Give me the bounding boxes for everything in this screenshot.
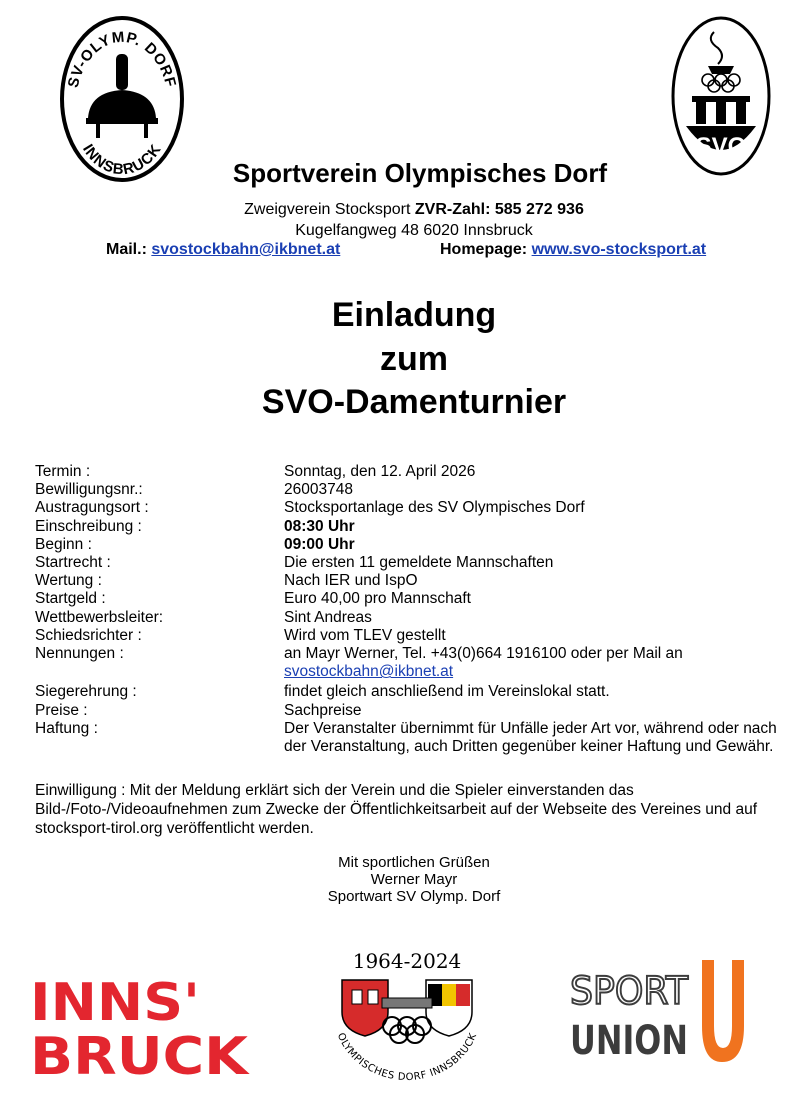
sport-union-logo	[568, 956, 748, 1068]
detail-value: Nach IER und IspO	[284, 572, 418, 590]
detail-row-termin	[35, 463, 780, 481]
detail-label: Haftung :	[35, 719, 98, 737]
mail-contact	[106, 241, 340, 259]
detail-value: Wird vom TLEV gestellt	[284, 626, 446, 644]
detail-value: Die ersten 11 gemeldete Mannschaften	[284, 554, 554, 572]
detail-row-startrecht	[35, 554, 780, 572]
detail-label: Siegerehrung :	[35, 683, 137, 701]
innsbruck-logo	[30, 974, 252, 1078]
homepage-link[interactable]: www.svo-stocksport.at	[531, 241, 707, 258]
homepage-label: Homepage:	[440, 241, 528, 258]
mail-label: Mail.:	[106, 241, 147, 258]
innsbruck-logo-line2: BRUCK	[30, 1027, 250, 1078]
anniversary-logo	[322, 944, 492, 1082]
detail-row-einschreibung	[35, 518, 780, 536]
closing-greeting: Mit sportlichen Grüßen	[338, 854, 490, 871]
club-name: Sportverein Olympisches Dorf	[232, 158, 608, 188]
detail-row-preise	[35, 702, 780, 720]
detail-row-schiedsrichter	[35, 627, 780, 645]
detail-label: Austragungsort :	[35, 499, 149, 517]
detail-value: Der Veranstalter übernimmt für Unfälle jeder Art vor, während oder nach der Veranstaltung, auch Dritten gegenüber keiner Haftung und Gewähr.	[284, 719, 777, 756]
closing-block	[0, 854, 800, 905]
detail-row-nennungen	[35, 645, 780, 681]
logo-text-bottom: INNSBRUCK	[79, 140, 166, 179]
detail-label: Preise :	[35, 701, 88, 719]
detail-row-beginn	[35, 536, 780, 554]
detail-label: Wertung :	[35, 572, 102, 590]
detail-value: 09:00 Uhr	[284, 535, 355, 553]
detail-value: Sint Andreas	[284, 608, 372, 626]
club-address: Kugelfangweg 48 6020 Innsbruck	[295, 222, 533, 239]
union-logo-line1: SPORT	[570, 969, 689, 1013]
detail-label: Startgeld :	[35, 590, 106, 608]
branch-line	[0, 201, 800, 219]
detail-label: Startrecht :	[35, 554, 111, 572]
nennungen-text: an Mayr Werner, Tel. +43(0)664 1916100 oder per Mail an	[284, 645, 683, 663]
detail-label: Nennungen :	[35, 645, 124, 663]
union-u-icon	[702, 960, 744, 1062]
detail-value: Sachpreise	[284, 701, 362, 719]
innsbruck-logo-line1: INNS'	[30, 974, 200, 1033]
closing-name: Werner Mayr	[370, 871, 458, 888]
svo-olympic-logo	[670, 14, 772, 178]
detail-value: Stocksportanlage des SV Olympisches Dorf	[284, 499, 585, 517]
logo-svo-text: SVO	[695, 133, 747, 160]
detail-row-siegerehrung	[35, 683, 780, 701]
detail-label: Schiedsrichter :	[35, 626, 142, 644]
detail-value: Sonntag, den 12. April 2026	[284, 463, 476, 480]
detail-row-austragungsort	[35, 499, 780, 517]
detail-label: Beginn :	[35, 535, 92, 553]
detail-value: 08:30 Uhr	[284, 517, 355, 535]
title-line-1: Einladung	[331, 296, 497, 334]
detail-label: Bewilligungsnr.:	[35, 481, 143, 499]
detail-row-bewilligung	[35, 481, 780, 499]
branch-prefix: Zweigverein Stocksport	[244, 201, 415, 218]
title-line-2: zum	[380, 340, 448, 378]
mail-link[interactable]: svostockbahn@ikbnet.at	[151, 241, 341, 258]
detail-row-wertung	[35, 572, 780, 590]
detail-row-startgeld	[35, 590, 780, 608]
logo-text-top: SV-OLYMP. DORF	[64, 28, 180, 90]
event-details	[35, 463, 780, 756]
zvr-number: ZVR-Zahl: 585 272 936	[414, 201, 584, 218]
detail-label: Wettbewerbsleiter:	[35, 608, 164, 626]
detail-row-haftung	[35, 720, 780, 756]
closing-role: Sportwart SV Olymp. Dorf	[327, 888, 501, 905]
title-line-3: SVO-Damenturnier	[261, 383, 567, 421]
anniversary-years: 1964-2024	[352, 949, 462, 973]
consent-paragraph: Einwilligung : Mit der Meldung erklärt sich der Verein und die Spieler einverstanden das Bild-/Foto-/Videoaufnehmen zum Zwecke der Öffentlichkeitsarbeit auf der Webseite des Vereines und auf stocksport-tirol.org veröffentlicht werden.	[35, 782, 758, 837]
detail-label: Termin :	[35, 463, 91, 480]
detail-value: 26003748	[284, 481, 353, 499]
union-logo-line2: UNION	[570, 1018, 688, 1064]
anniversary-arc-text: OLYMPISCHES DORF INNSBRUCK	[334, 1031, 480, 1082]
detail-value: Euro 40,00 pro Mannschaft	[284, 590, 471, 608]
detail-value: findet gleich anschließend im Vereinslokal statt.	[284, 683, 610, 701]
detail-label: Einschreibung :	[35, 517, 142, 535]
detail-value	[284, 645, 780, 681]
nennungen-mail-link[interactable]: svostockbahn@ikbnet.at	[284, 663, 454, 681]
detail-row-wettbewerbsleiter	[35, 609, 780, 627]
homepage-contact	[440, 241, 706, 259]
